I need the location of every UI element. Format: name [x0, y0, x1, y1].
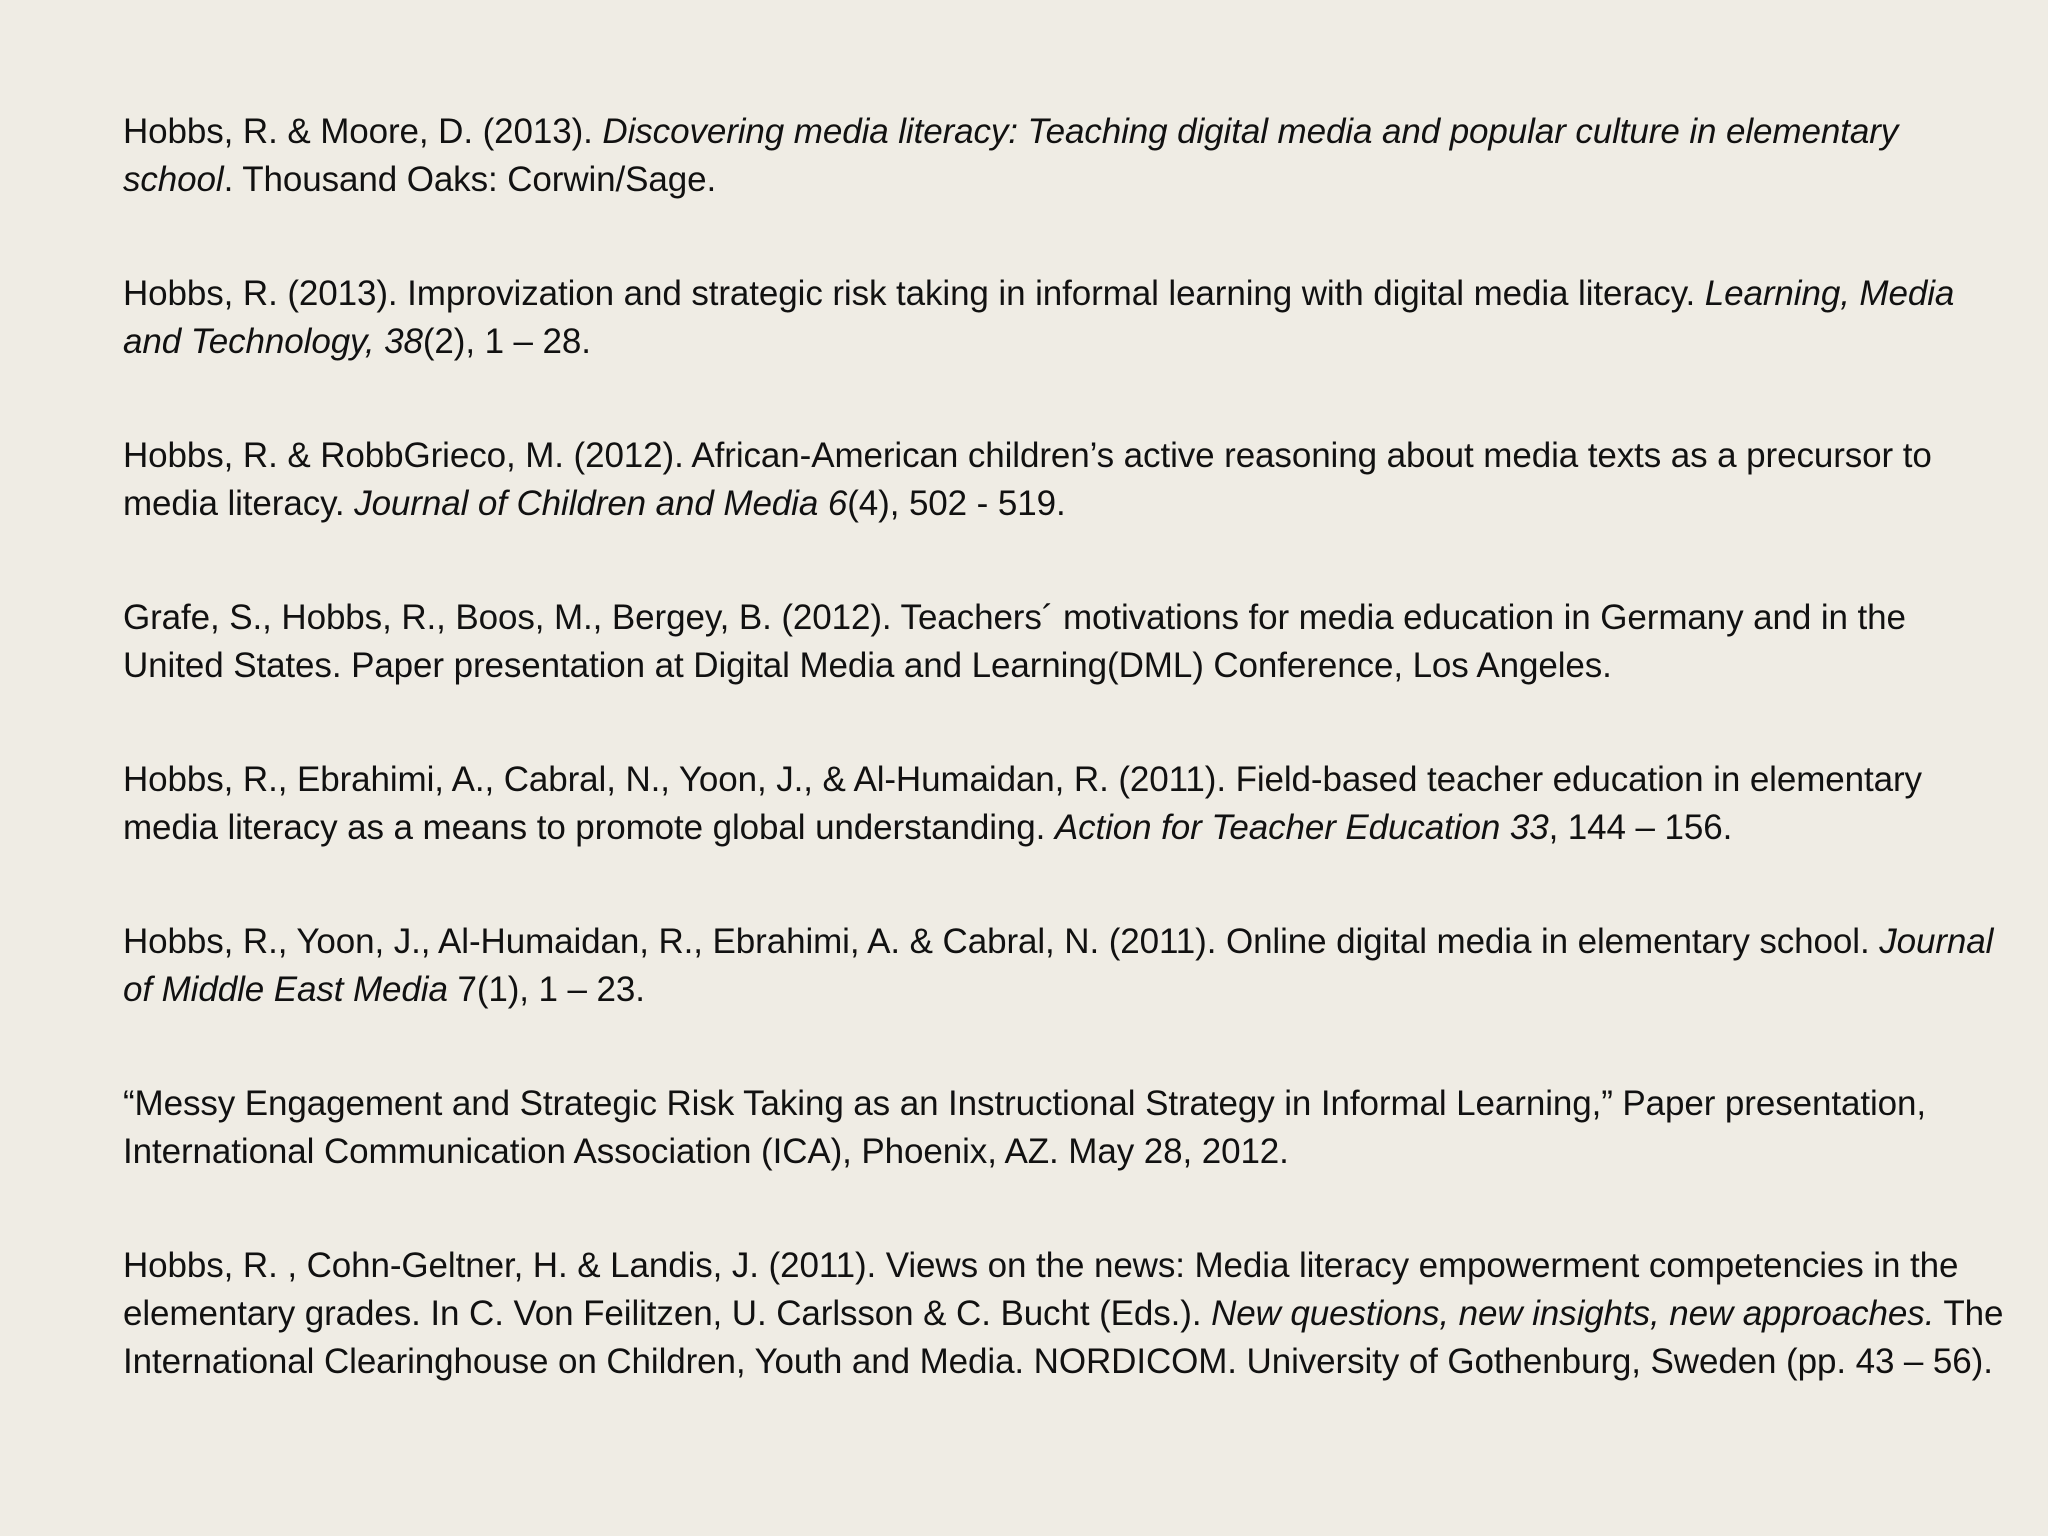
reference-item-4 — [123, 594, 2012, 690]
reference-book-title: Discovering media literacy: Teaching digital media and popular culture in elementary school — [123, 112, 1899, 199]
reference-text-segment: Hobbs, R., Yoon, J., Al-Humaidan, R., Ebrahimi, A. & Cabral, N. (2011). Online digital media in elementary school. — [123, 922, 1880, 961]
reference-text-segment: Hobbs, R. (2013). Improvization and strategic risk taking in informal learning with digital media literacy. — [123, 274, 1705, 313]
reference-text-segment: “Messy Engagement and Strategic Risk Taking as an Instructional Strategy in Informal Learning,” Paper presentation, International Communication Association (ICA), Phoenix, AZ. May 28, 2012. — [123, 1084, 1926, 1171]
reference-journal-title: Action for Teacher Education 33 — [1054, 808, 1549, 847]
reference-item-2 — [123, 270, 2012, 366]
reference-journal-title: Learning, Media and Technology, 38 — [123, 274, 1955, 361]
reference-text-segment: (2), 1 – 28. — [422, 322, 591, 361]
reference-item-3 — [123, 432, 2012, 528]
reference-text-segment: 7(1), 1 – 23. — [447, 970, 645, 1009]
reference-text-segment: Hobbs, R. , Cohn-Geltner, H. & Landis, J. (2011). Views on the news: Media literacy empowerment competencies in the elementary grades. In C. Von Feilitzen, U. Carlsson & C. Bucht (Eds.). — [123, 1246, 1959, 1333]
reference-text-segment: Hobbs, R. & Moore, D. (2013). — [123, 112, 603, 151]
reference-text-segment: (4), 502 - 519. — [847, 484, 1066, 523]
reference-text-segment: Hobbs, R., Ebrahimi, A., Cabral, N., Yoon, J., & Al-Humaidan, R. (2011). Field-based teacher education in elementary media literacy as a means to promote global understanding. — [123, 760, 1922, 847]
reference-text-segment: Grafe, S., Hobbs, R., Boos, M., Bergey, B. (2012). Teachers´ motivations for media education in Germany and in the United States. Paper presentation at Digital Media and Learning(DML) Conference, Los Angeles. — [123, 598, 1906, 685]
reference-item-6 — [123, 918, 2012, 1014]
reference-journal-title: Journal of Middle East Media — [123, 922, 1994, 1009]
reference-journal-title: Journal of Children and Media 6 — [354, 484, 848, 523]
reference-item-8 — [123, 1242, 2012, 1386]
reference-list — [123, 108, 2012, 1386]
reference-item-5 — [123, 756, 2012, 852]
reference-text-segment: The International Clearinghouse on Children, Youth and Media. NORDICOM. University of Gothenburg, Sweden (pp. 43 – 56). — [123, 1294, 2004, 1381]
reference-book-title: New questions, new insights, new approaches. — [1211, 1294, 1935, 1333]
reference-item-7 — [123, 1080, 2012, 1176]
reference-text-segment: . Thousand Oaks: Corwin/Sage. — [223, 160, 717, 199]
reference-text-segment: , 144 – 156. — [1548, 808, 1733, 847]
reference-text-segment: Hobbs, R. & RobbGrieco, M. (2012). African-American children’s active reasoning about media texts as a precursor to media literacy. — [123, 436, 1932, 523]
reference-item-1 — [123, 108, 2012, 204]
